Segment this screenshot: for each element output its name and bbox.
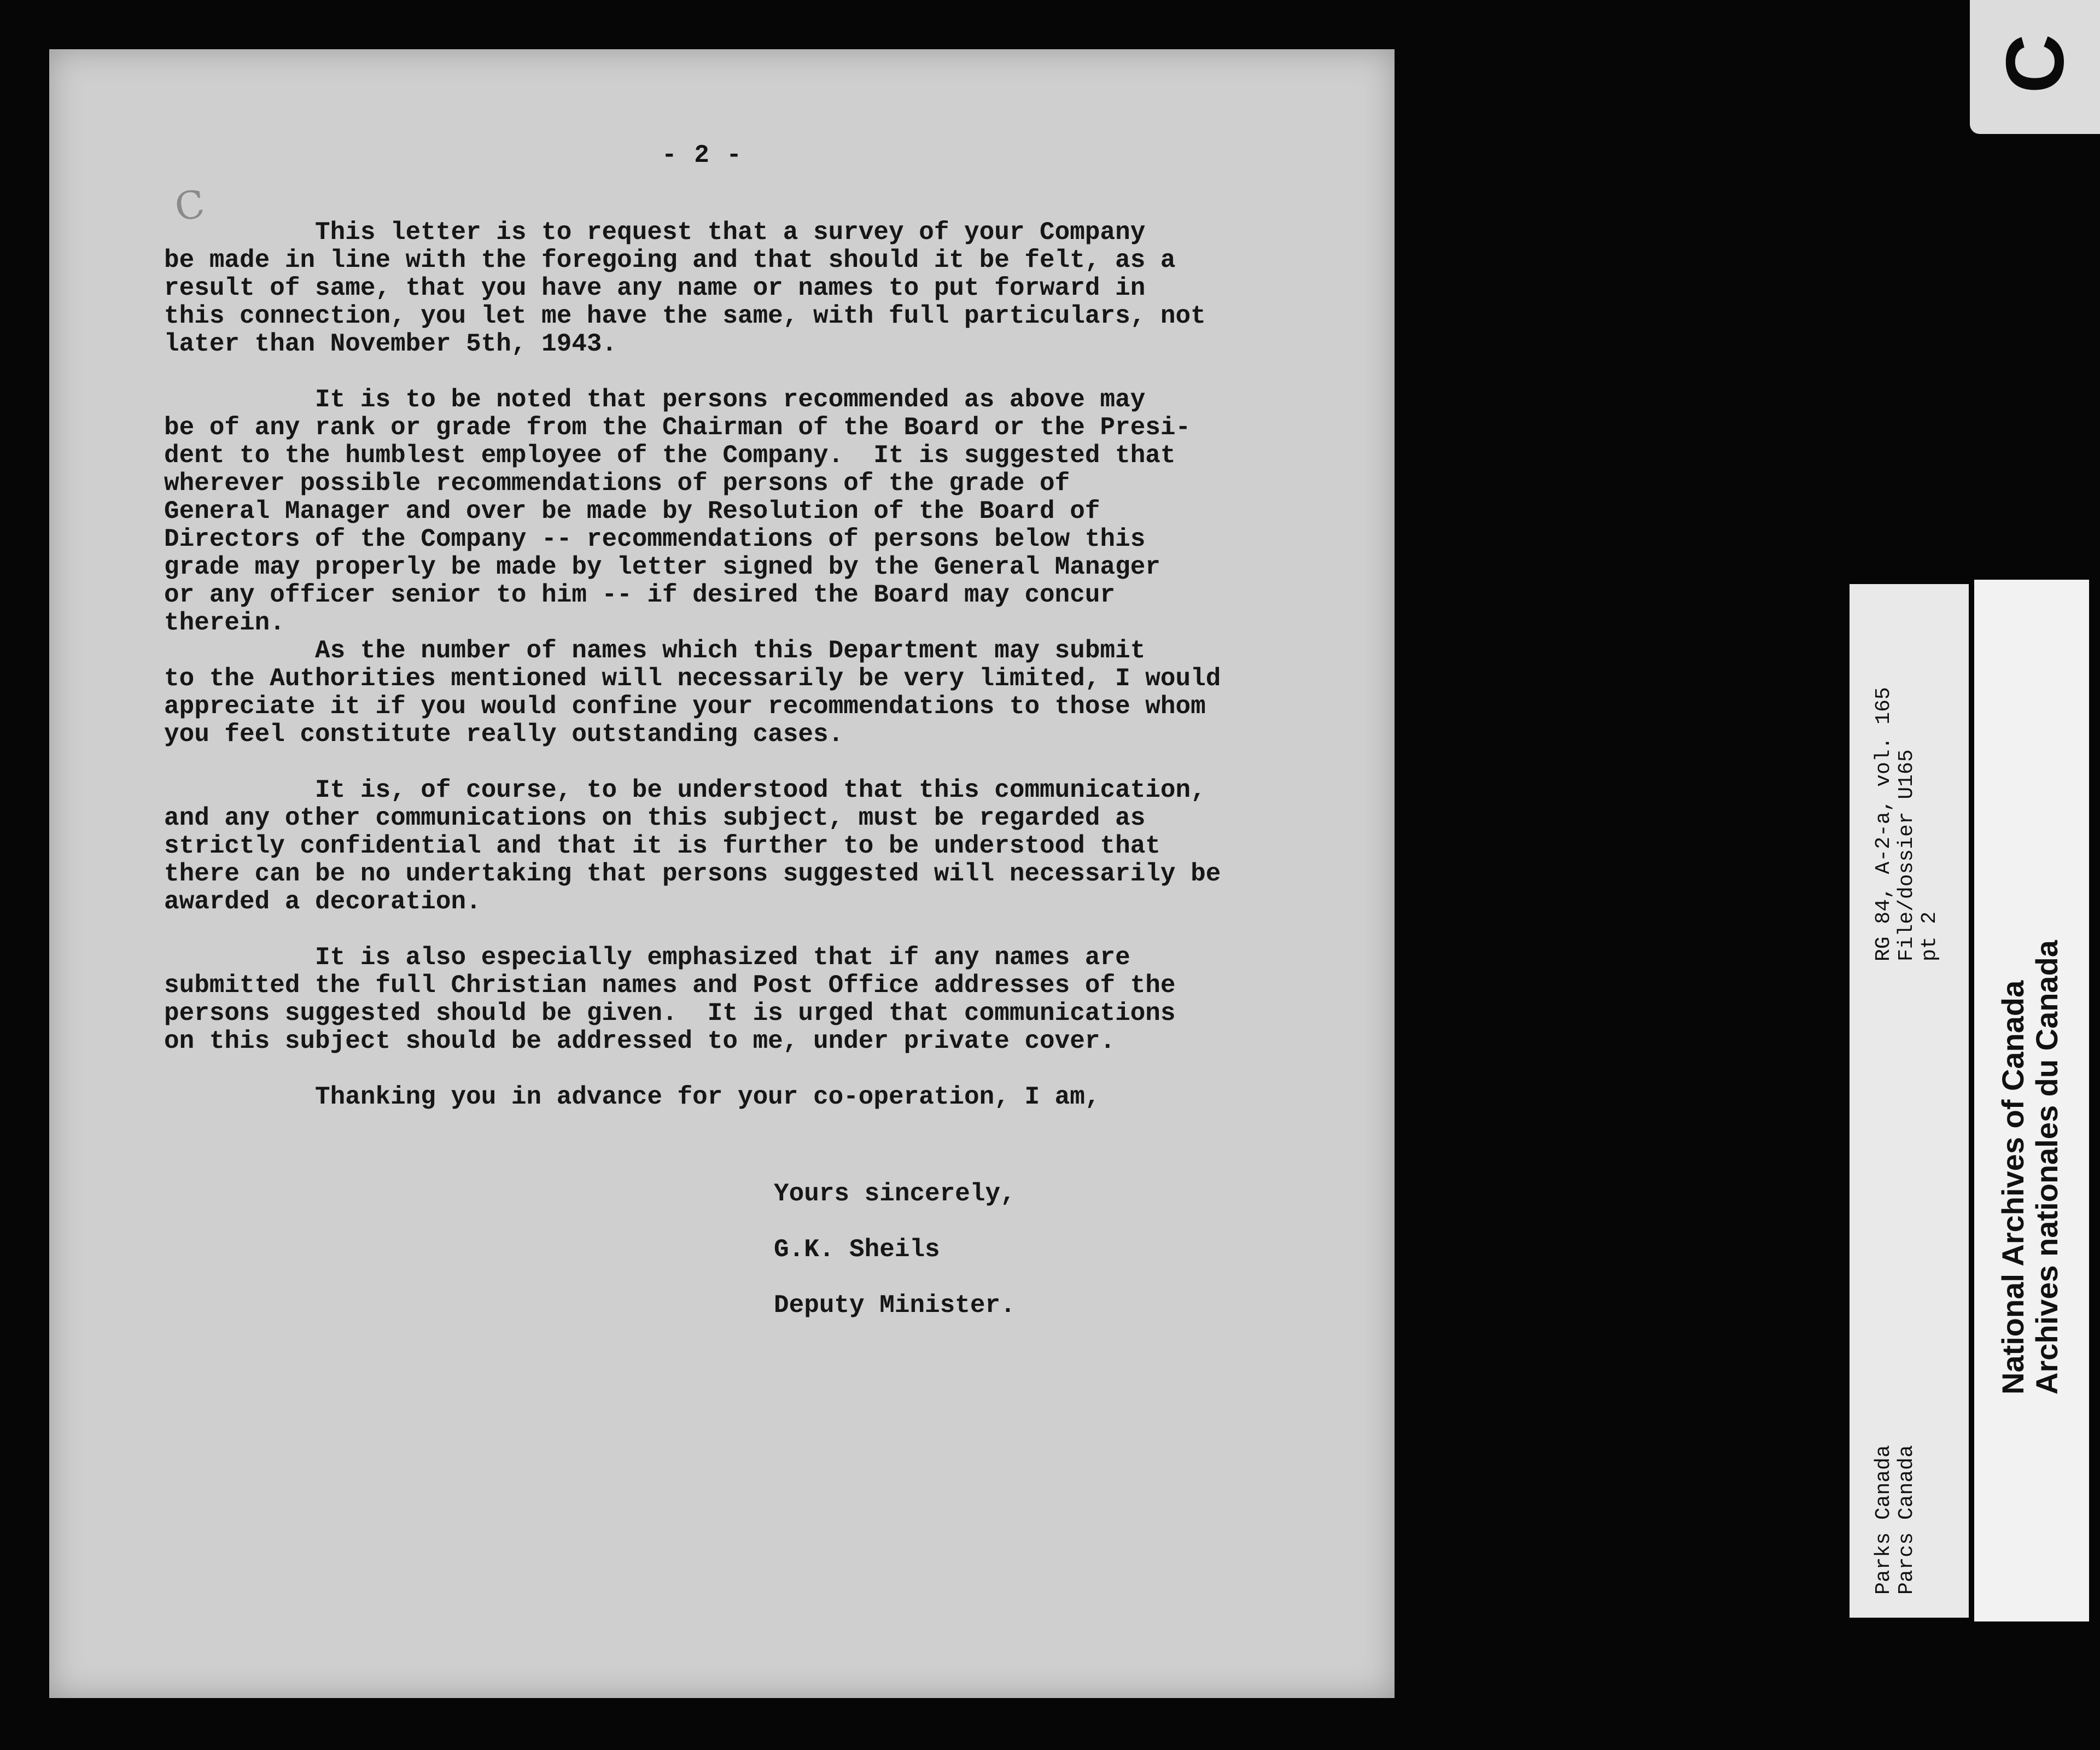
- paragraph-rank-or-grade: [164, 386, 1400, 637]
- paragraph-survey-request: [164, 219, 1400, 358]
- reference-line: RG 84, A-2-a, vol. 165: [1872, 687, 1895, 961]
- text-line: General Manager and over be made by Resolution of the Board of: [164, 497, 1100, 526]
- frame-marker-letter: C: [1988, 34, 2081, 94]
- text-line: be made in line with the foregoing and that should it be felt, as a: [164, 246, 1176, 275]
- paragraph-full-names: [164, 944, 1400, 1055]
- text-line: you feel constitute really outstanding cases.: [164, 720, 844, 749]
- archive-reference-tag: [1850, 584, 1969, 1618]
- text-line: submitted the full Christian names and Post Office addresses of the: [164, 971, 1176, 1000]
- text-line: grade may properly be made by letter signed by the General Manager: [164, 553, 1160, 581]
- paragraph-confidential: [164, 777, 1400, 916]
- text-line: It is to be noted that persons recommended as above may: [164, 386, 1146, 414]
- text-line: Thanking you in advance for your co-operation, I am,: [164, 1083, 1100, 1111]
- text-line: be of any rank or grade from the Chairman of the Board or the Presi-: [164, 413, 1191, 442]
- text-line: This letter is to request that a survey of your Company: [164, 218, 1146, 247]
- text-line: result of same, that you have any name or names to put forward in: [164, 274, 1146, 302]
- text-line: later than November 5th, 1943.: [164, 330, 617, 358]
- text-line: Directors of the Company -- recommendations of persons below this: [164, 525, 1146, 553]
- paragraph-thanks: [164, 1083, 1400, 1111]
- letter-page: [49, 49, 1395, 1698]
- national-archives-text: [1996, 940, 2064, 1395]
- signatory-name: G.K. Sheils: [774, 1235, 940, 1264]
- signatory-title: Deputy Minister.: [774, 1291, 1016, 1320]
- handwritten-margin-mark: C: [172, 181, 208, 230]
- text-line: to the Authorities mentioned will necessarily be very limited, I would: [164, 664, 1221, 693]
- text-line: there can be no undertaking that persons suggested will necessarily be: [164, 860, 1221, 888]
- reference-text: [1872, 687, 1941, 961]
- text-line: persons suggested should be given. It is urged that communications: [164, 999, 1176, 1028]
- signature-block: [774, 1180, 1016, 1348]
- text-line: awarded a decoration.: [164, 888, 481, 916]
- text-line: It is, of course, to be understood that this communication,: [164, 776, 1206, 804]
- archive-line: National Archives of Canada: [1996, 980, 2030, 1395]
- agency-text: [1872, 1445, 1918, 1595]
- page-number: - 2 -: [662, 141, 743, 170]
- text-line: As the number of names which this Department may submit: [164, 637, 1146, 665]
- text-line: It is also especially emphasized that if any names are: [164, 943, 1130, 972]
- paragraph-limited-names: [164, 637, 1400, 749]
- text-line: wherever possible recommendations of persons of the grade of: [164, 469, 1070, 498]
- agency-line: Parcs Canada: [1895, 1445, 1918, 1595]
- reference-line: File/dossier U165: [1895, 749, 1918, 961]
- closing-salutation: Yours sincerely,: [774, 1180, 1016, 1208]
- frame-marker: [1970, 0, 2100, 134]
- text-line: appreciate it if you would confine your recommendations to those whom: [164, 692, 1206, 721]
- national-archives-strip: [1974, 580, 2089, 1621]
- text-line: therein.: [164, 609, 285, 637]
- text-line: strictly confidential and that it is further to be understood that: [164, 832, 1160, 860]
- text-line: or any officer senior to him -- if desired the Board may concur: [164, 581, 1116, 609]
- archive-line: Archives nationales du Canada: [2029, 940, 2064, 1395]
- letter-body: [164, 219, 1400, 1139]
- agency-line: Parks Canada: [1872, 1445, 1895, 1595]
- text-line: and any other communications on this subject, must be regarded as: [164, 804, 1146, 832]
- reference-line: pt 2: [1918, 911, 1941, 961]
- text-line: dent to the humblest employee of the Company. It is suggested that: [164, 441, 1176, 470]
- text-line: this connection, you let me have the same, with full particulars, not: [164, 302, 1206, 330]
- text-line: on this subject should be addressed to me, under private cover.: [164, 1027, 1116, 1055]
